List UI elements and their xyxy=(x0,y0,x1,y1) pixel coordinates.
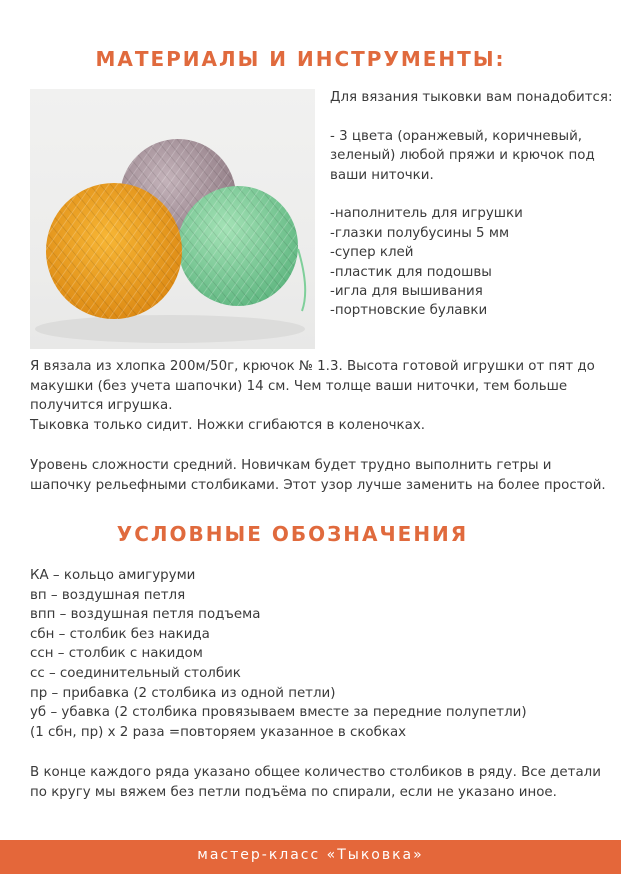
abbreviations-list xyxy=(30,566,610,742)
abbreviation-item: вп – воздушная петля xyxy=(30,587,186,603)
paragraph-line: по кругу мы вяжем без петли подъёма по спирали, если не указано иное. xyxy=(30,784,557,800)
abbreviation-item: КА – кольцо амигуруми xyxy=(30,568,196,583)
materials-list-item: -наполнитель для игрушки xyxy=(330,206,523,222)
symbols-heading: УСЛОВНЫЕ ОБОЗНАЧЕНИЯ xyxy=(116,522,469,546)
materials-list-item: -игла для вышивания xyxy=(330,284,483,300)
paragraph-line: шапочку рельефными столбиками. Этот узор лучше заменить на более простой. xyxy=(30,477,606,493)
about-paragraph xyxy=(30,357,610,435)
footer-text: мастер-класс «Тыковка» xyxy=(197,847,424,863)
materials-list-item: -супер клей xyxy=(330,245,414,261)
paragraph-line: Тыковка только сидит. Ножки сгибаются в коленочках. xyxy=(30,417,426,433)
paragraph-line: Уровень сложности средний. Новичкам будет трудно выполнить гетры и xyxy=(30,458,552,473)
difficulty-paragraph xyxy=(30,456,610,495)
materials-intro xyxy=(330,88,615,321)
materials-heading: МАТЕРИАЛЫ И ИНСТРУМЕНТЫ: xyxy=(95,47,506,71)
intro-line: ваши ниточки. xyxy=(330,167,434,183)
rows-note-paragraph xyxy=(30,763,610,802)
paragraph-line: Я вязала из хлопка 200м/50г, крючок № 1.3. Высота готовой игрушки от пят до xyxy=(30,359,595,374)
green-yarn-ball xyxy=(178,186,305,311)
orange-yarn-ball xyxy=(46,183,182,319)
abbreviation-item: сбн – столбик без накида xyxy=(30,626,210,642)
materials-list-item: -глазки полубусины 5 мм xyxy=(330,225,510,241)
paragraph-line: получится игрушка. xyxy=(30,398,173,414)
intro-line: - 3 цвета (оранжевый, коричневый, xyxy=(330,128,583,144)
yarn-balls-photo xyxy=(30,89,315,349)
paragraph-line: макушки (без учета шапочки) 14 см. Чем толще ваши ниточки, тем больше xyxy=(30,378,568,394)
abbreviation-item: ссн – столбик с накидом xyxy=(30,646,203,662)
footer-banner xyxy=(0,840,621,874)
materials-list-item: -пластик для подошвы xyxy=(330,264,492,280)
abbreviation-item: впп – воздушная петля подъема xyxy=(30,607,261,623)
abbreviation-item: пр – прибавка (2 столбика из одной петли) xyxy=(30,685,336,701)
abbreviation-item: сс – соединительный столбик xyxy=(30,665,241,681)
materials-list-item: -портновские булавки xyxy=(330,303,488,319)
paragraph-line: В конце каждого ряда указано общее количество столбиков в ряду. Все детали xyxy=(30,765,601,780)
intro-line: Для вязания тыковки вам понадобится: xyxy=(330,90,613,105)
abbreviation-item: уб – убавка (2 столбика провязываем вместе за передние полупетли) xyxy=(30,705,527,721)
abbreviation-item: (1 сбн, пр) х 2 раза =повторяем указанное в скобках xyxy=(30,724,407,740)
intro-line: зеленый) любой пряжи и крючок под xyxy=(330,148,595,164)
